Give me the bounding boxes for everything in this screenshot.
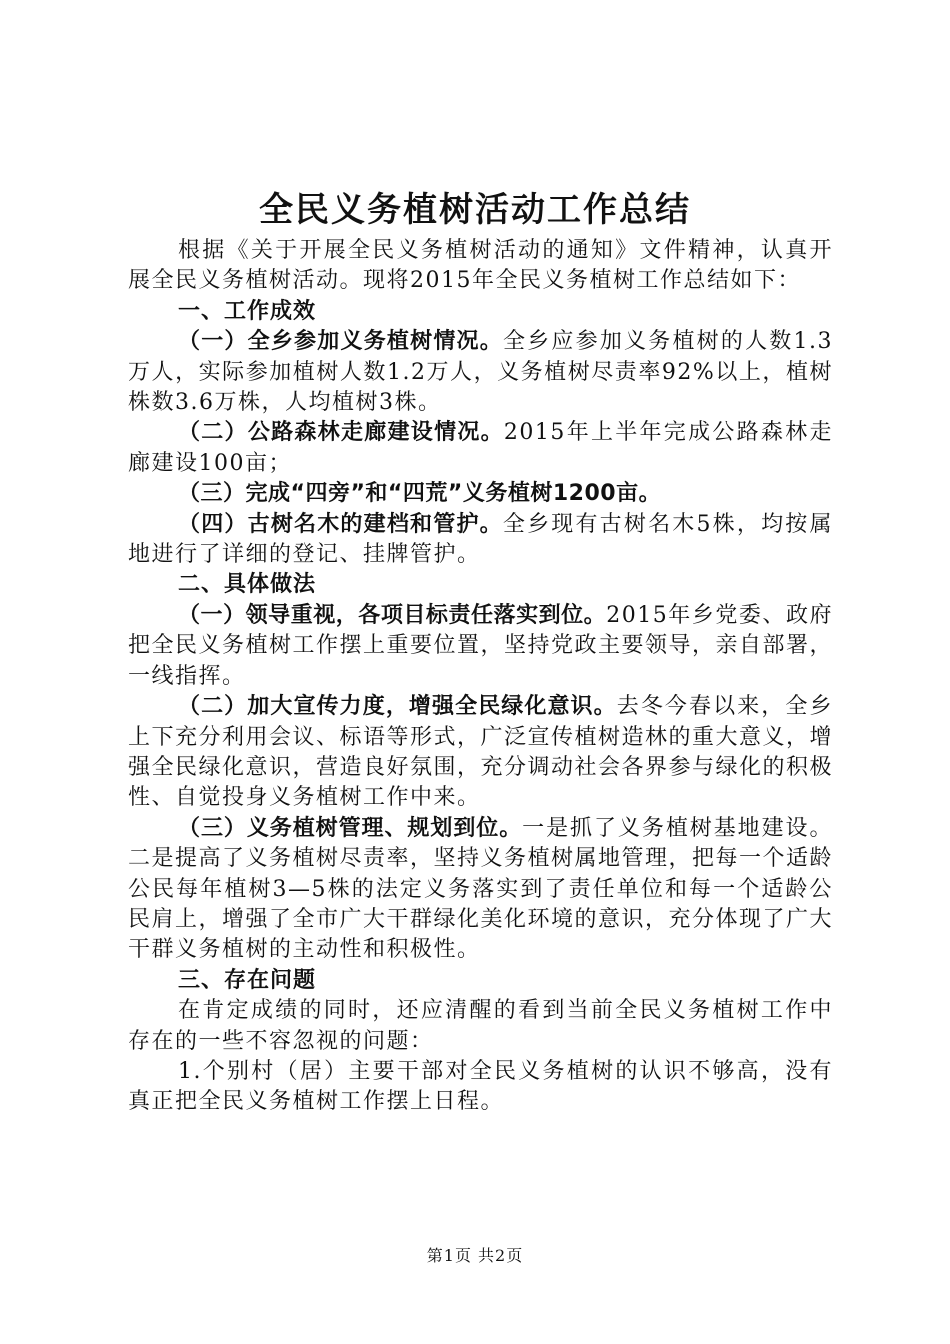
item-lead: （三）义务植树管理、规划到位。 xyxy=(178,815,523,841)
item-lead: （一）全乡参加义务植树情况。 xyxy=(178,329,503,355)
section3-intro: 在肯定成绩的同时，还应清醒的看到当前全民义务植树工作中存在的一些不容忽视的问题： xyxy=(128,998,833,1054)
section3-item-1: 1.个别村（居）主要干部对全民义务植树的认识不够高，没有真正把全民义务植树工作摆上日程。 xyxy=(128,1058,833,1115)
item-text: 去冬今春以来，全乡上下充分利用会议、标语等形式，广泛宣传植树造林的重大意义，增强全民绿化意识，营造良好氛围，充分调动社会各界参与绿化的积极性、自觉投身义务植树工作中来。 xyxy=(128,694,834,811)
intro-paragraph: 根据《关于开展全民义务植树活动的通知》文件精神，认真开展全民义务植树活动。现将2015年全民义务植树工作总结如下： xyxy=(128,238,833,294)
item-text: 2015年乡党委、政府把全民义务植树工作摆上重要位置，坚持党政主要领导，亲自部署，一线指挥。 xyxy=(128,602,834,689)
section-heading-2: 二、具体做法 xyxy=(178,572,317,598)
section-heading-3: 三、存在问题 xyxy=(178,967,317,993)
item-lead: （一）领导重视，各项目标责任落实到位。 xyxy=(178,602,607,628)
section-heading-1: 一、工作成效 xyxy=(178,298,317,324)
document-title: 全民义务植树活动工作总结 xyxy=(259,190,691,230)
item-text: 全乡应参加义务植树的人数1.3万人，实际参加植树人数1.2万人，义务植树尽责率92%以上，植树株数3.6万株，人均植树3株。 xyxy=(128,329,833,416)
item-lead: （二）公路森林走廊建设情况。 xyxy=(178,420,504,446)
page-footer: 第1页 共2页 xyxy=(426,1246,524,1265)
document-body xyxy=(128,236,833,1118)
section1-item-2 xyxy=(128,418,833,479)
section1-item-1 xyxy=(128,327,833,418)
item-lead: （二）加大宣传力度，增强全民绿化意识。 xyxy=(178,694,617,720)
item-lead: （三）完成“四旁”和“四荒”义务植树1200亩。 xyxy=(178,481,662,507)
section2-item-3 xyxy=(128,814,833,966)
item-text: 一是抓了义务植树基地建设。二是提高了义务植树尽责率，坚持义务植树属地管理，把每一个适龄公民每年植树3—5株的法定义务落实到了责任单位和每一个适龄公民肩上，增强了全市广大干群绿化美化环境的意识，充分体现了广大干群义务植树的主动性和积极性。 xyxy=(128,815,834,963)
section1-item-4 xyxy=(128,510,833,571)
section1-item-3 xyxy=(128,479,833,509)
item-text: 2015年上半年完成公路森林走廊建设100亩； xyxy=(128,420,833,476)
item-text: 全乡现有古树名木5株，均按属地进行了详细的登记、挂牌管护。 xyxy=(128,511,833,568)
item-lead: （四）古树名木的建档和管护。 xyxy=(178,511,503,537)
section2-item-1 xyxy=(128,601,833,692)
section2-item-2 xyxy=(128,692,833,814)
